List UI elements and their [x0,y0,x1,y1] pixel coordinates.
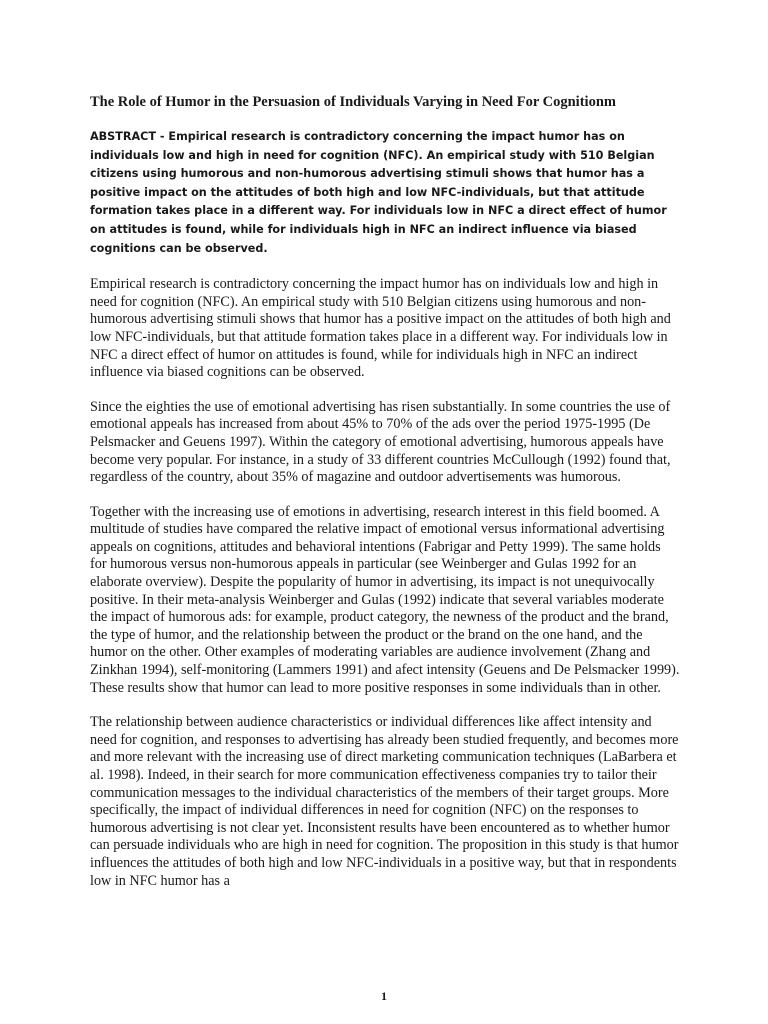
abstract: ABSTRACT - Empirical research is contradictory concerning the impact humor has on individuals low and high in need for cognition (NFC). An empirical study with 510 Belgian citizens using humorous and non-humorous advertising stimuli shows that humor has a positive impact on the attitudes of both high and low NFC-individuals, but that attitude formation takes place in a different way. For individuals low in NFC a direct effect of humor on attitudes is found, while for individuals high in NFC an indirect influence via biased cognitions can be observed. [90,130,667,255]
body-paragraph-4: The relationship between audience characteristics or individual differences like affect intensity and need for cognition, and responses to advertising has already been studied frequently, and becomes more and more relevant with the increasing use of direct marketing communication techniques (LaBarbera et al. 1998). Indeed, in their search for more communication effectiveness companies try to tailor their communication messages to the individual characteristics of the members of their target groups. More specifically, the impact of individual differences in need for cognition (NFC) on the responses to humorous advertising is not clear yet. Inconsistent results have been encountered as to whether humor can persuade individuals who are high in need for cognition. The proposition in this study is that humor influences the attitudes of both high and low NFC-individuals in a positive way, but that in respondents low in NFC humor has a [90,714,679,889]
body-paragraph-3: Together with the increasing use of emotions in advertising, research interest in this field boomed. A multitude of studies have compared the relative impact of emotional versus informational advertising appeals on cognitions, attitudes and behavioral intentions (Fabrigar and Petty 1999). The same holds for humorous versus non-humorous appeals in particular (see Weinberger and Gulas 1992 for an elaborate overview). Despite the popularity of humor in advertising, its impact is not unequivocally positive. In their meta-analysis Weinberger and Gulas (1992) indicate that several variables moderate the impact of humorous ads: for example, product category, the newness of the product and the brand, the type of humor, and the relationship between the product or the brand on the one hand, and the humor on the other. Other examples of moderating variables are audience involvement (Zhang and Zinkhan 1994), self-monitoring (Lammers 1991) and afect intensity (Geuens and De Pelsmacker 1999). These results show that humor can lead to more positive responses in some individuals than in other. [90,503,680,696]
body-paragraph-2: Since the eighties the use of emotional advertising has risen substantially. In some countries the use of emotional appeals has increased from about 45% to 70% of the ads over the period 1975-1995 (De Pelsmacker and Geuens 1997). Within the category of emotional advertising, humorous appeals have become very popular. For instance, in a study of 33 different countries McCullough (1992) found that, regardless of the country, about 35% of magazine and outdoor advertisements was humorous. [90,398,671,486]
body-paragraph-1: Empirical research is contradictory concerning the impact humor has on individuals low and high in need for cognition (NFC). An empirical study with 510 Belgian citizens using humorous and non-humorous advertising stimuli shows that humor has a positive impact on the attitudes of both high and low NFC-individuals, but that attitude formation takes place in a different way. For individuals low in NFC a direct effect of humor on attitudes is found, while for individuals high in NFC an indirect influence via biased cognitions can be observed. [90,276,671,381]
paper-title: The Role of Humor in the Persuasion of Individuals Varying in Need For Cognitionm [90,94,616,110]
document-page [90,92,680,907]
page-number: 1 [381,989,387,1003]
